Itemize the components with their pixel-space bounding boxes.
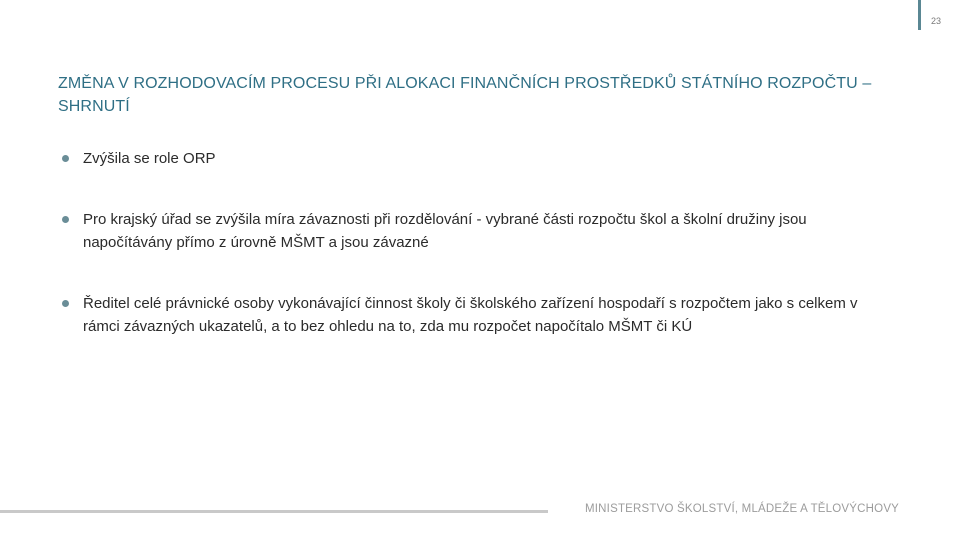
bullet-item xyxy=(62,208,892,254)
footer-rule xyxy=(0,510,548,513)
bullet-text: Zvýšila se role ORP xyxy=(83,150,216,167)
page-number: 23 xyxy=(931,16,942,26)
bullet-dot-icon xyxy=(62,155,69,162)
footer-organization: MINISTERSTVO ŠKOLSTVÍ, MLÁDEŽE A TĚLOVÝCHOVY xyxy=(585,503,900,515)
bullet-dot-icon xyxy=(62,300,69,307)
bullet-text: Pro krajský úřad se zvýšila míra závaznosti při rozdělování - vybrané části rozpočtu škol a školní družiny jsou napočítávány přímo z úrovně MŠMT a jsou závazné xyxy=(83,211,807,251)
top-accent-rule xyxy=(918,0,921,30)
slide-title: ZMĚNA V ROZHODOVACÍM PROCESU PŘI ALOKACI FINANČNÍCH PROSTŘEDKŮ STÁTNÍHO ROZPOČTU – SHRNUTÍ xyxy=(58,75,872,115)
bullet-item xyxy=(62,292,892,338)
bullet-text: Ředitel celé právnické osoby vykonávající činnost školy či školského zařízení hospodaří s rozpočtem jako s celkem v rámci závazných ukazatelů, a to bez ohledu na to, zda mu rozpočet napočítalo MŠMT či KÚ xyxy=(83,295,858,335)
bullet-list xyxy=(62,147,892,338)
bullet-dot-icon xyxy=(62,216,69,223)
bullet-item xyxy=(62,147,892,170)
